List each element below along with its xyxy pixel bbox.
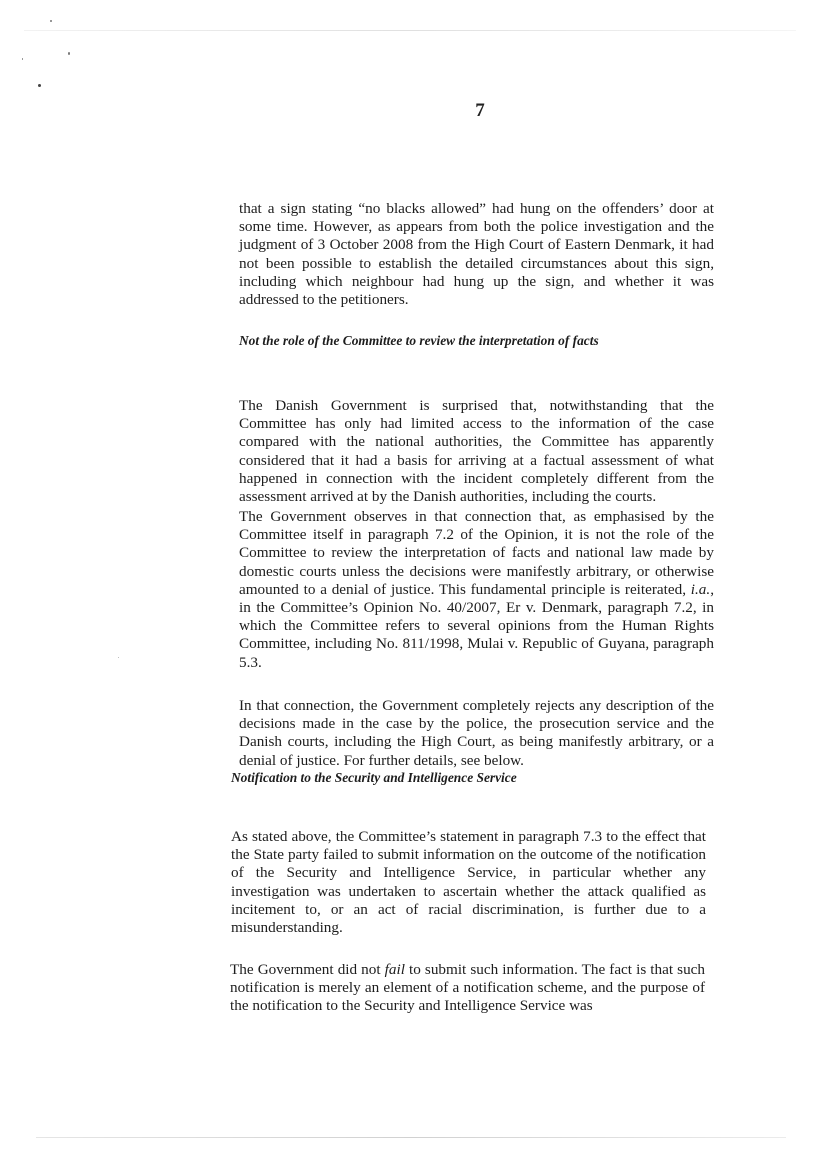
page-number: 7: [475, 100, 485, 121]
scan-edge-top: [24, 30, 796, 31]
paragraph-role-of-committee: [239, 508, 714, 672]
scan-speck: [68, 52, 70, 55]
scan-speck: [38, 84, 41, 87]
paragraph-government-surprised: The Danish Government is surprised that, notwithstanding that the Committee has only had limited access to the information of the case compared with the national authorities, the Committee has apparently considered that it had a basis for arriving at a factual assessment of what happened in connection with the incident completely different from the assessment arrived at by the Danish authorities, including the courts.: [239, 397, 714, 506]
paragraph-text: to submit such information. The fact is that such notification is merely an element of a notification scheme, and the purpose of the notification to the Security and Intelligence Service was: [230, 961, 706, 1015]
paragraph-government-rejects: In that connection, the Government completely rejects any description of the decisions made in the case by the police, the prosecution service and the Danish courts, including the High Court, as being manifestly arbitrary, or a denial of justice. For further details, see below.: [239, 697, 714, 769]
paragraph-emphasis: i.a.: [690, 580, 711, 598]
paragraph-text: The Government observes in that connection that, as emphasised by the Committee itself in paragraph 7.2 of the Opinion, it is not the role of the Committee to review the interpretation of facts and national law made by domestic courts unless the decisions were manifestly arbitrary, or otherwise amounted to a denial of justice. This fundamental principle is reiterated,: [239, 508, 714, 598]
scan-speck: [50, 20, 52, 22]
paragraph-government-did-not-fail: [230, 961, 705, 1016]
scan-edge-bottom: [36, 1137, 786, 1138]
paragraph-text: , in the Committee’s Opinion No. 40/2007, Er v. Denmark, paragraph 7.2, in which the Committee refers to several opinions from the Human Rights Committee, including No. 811/1998, Mulai v. Republic of Guyana, paragraph 5.3.: [239, 580, 714, 671]
section-heading-notification: Notification to the Security and Intelligence Service: [231, 770, 517, 785]
paragraph-text: The Government did not: [230, 961, 385, 978]
scan-speck: [22, 58, 23, 60]
section-heading-role-of-committee: Not the role of the Committee to review the interpretation of facts: [239, 333, 599, 348]
paragraph-sign-circumstances: that a sign stating “no blacks allowed” had hung on the offenders’ door at some time. However, as appears from both the police investigation and the judgment of 3 October 2008 from the High Court of Eastern Denmark, it had not been possible to establish the detailed circumstances about this sign, including which neighbour had hung up the sign, and whether it was addressed to the petitioners.: [239, 200, 714, 309]
paragraph-committee-statement: As stated above, the Committee’s statement in paragraph 7.3 to the effect that the State party failed to submit information on the outcome of the notification of the Security and Intelligence Service, in particular whether any investigation was undertaken to ascertain whether the attack qualified as incitement to, or an act of racial discrimination, is further due to a misunderstanding.: [231, 828, 706, 937]
scan-speck: [118, 657, 119, 658]
paragraph-emphasis: fail: [384, 961, 405, 978]
